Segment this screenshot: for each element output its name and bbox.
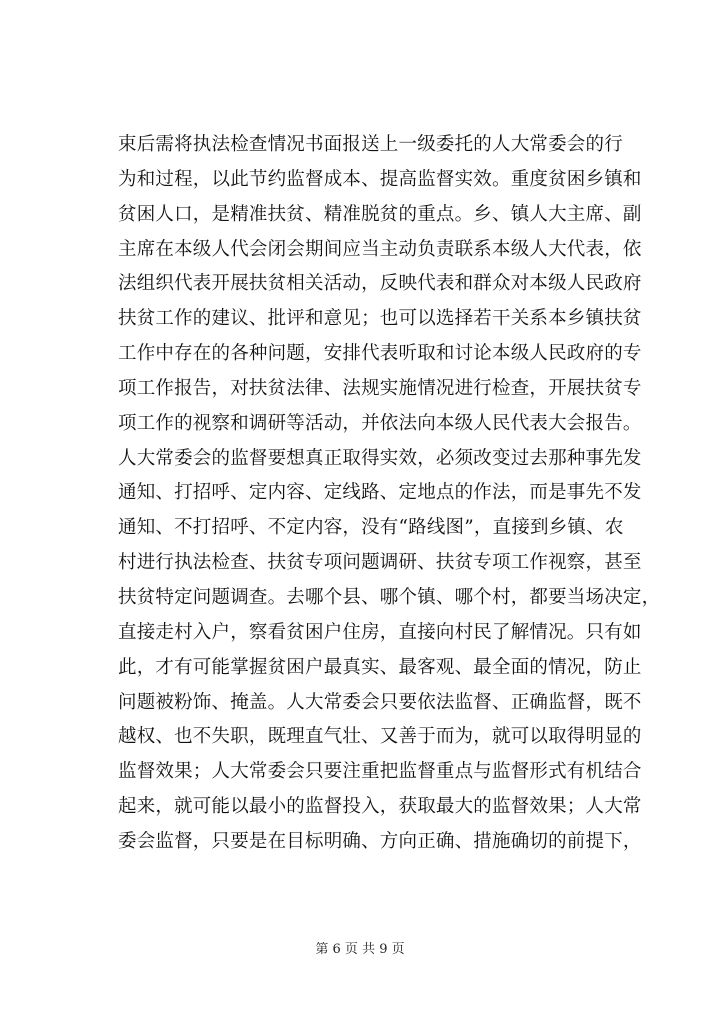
text-line: 通知、不打招呼、不定内容，没有“路线图”，直接到乡镇、农 [118,517,624,539]
text-line: 此，才有可能掌握贫困户最真实、最客观、最全面的情况，防止 [118,656,642,678]
text-line: 越权、也不失职，既理直气壮、又善于而为，就可以取得明显的 [118,726,642,748]
text-line: 起来，就可能以最小的监督投入，获取最大的监督效果；人大常 [118,796,642,818]
text-line: 为和过程，以此节约监督成本、提高监督实效。重度贫困乡镇和 [118,168,642,190]
text-line: 法组织代表开展扶贫相关活动，反映代表和群众对本级人民政府 [118,273,642,295]
text-line: 项工作报告，对扶贫法律、法规实施情况进行检查，开展扶贫专 [118,377,642,399]
page-footer [0,940,720,960]
text-line: 问题被粉饰、掩盖。人大常委会只要依法监督、正确监督，既不 [118,691,642,713]
text-line: 村进行执法检查、扶贫专项问题调研、扶贫专项工作视察，甚至 [118,552,642,574]
text-line: 扶贫特定问题调查。去哪个县、哪个镇、哪个村，都要当场决定， [118,586,661,608]
text-line: 委会监督，只要是在目标明确、方向正确、措施确切的前提下， [118,830,642,852]
text-line: 主席在本级人代会闭会期间应当主动负责联系本级人大代表，依 [118,238,642,260]
text-line: 工作中存在的各种问题，安排代表听取和讨论本级人民政府的专 [118,343,642,365]
text-line: 贫困人口，是精准扶贫、精准脱贫的重点。乡、镇人大主席、副 [118,203,642,225]
text-line: 通知、打招呼、定内容、定线路、定地点的作法，而是事先不发 [118,482,642,504]
text-line: 监督效果；人大常委会只要注重把监督重点与监督形式有机结合 [118,761,642,783]
page-number: 第 6 页 共 9 页 [315,942,405,957]
text-line: 项工作的视察和调研等活动，并依法向本级人民代表大会报告。 [118,412,642,434]
body-text [118,128,661,860]
text-line: 直接走村入户，察看贫困户住房，直接向村民了解情况。只有如 [118,621,642,643]
text-line: 扶贫工作的建议、批评和意见；也可以选择若干关系本乡镇扶贫 [118,308,642,330]
text-line: 人大常委会的监督要想真正取得实效，必须改变过去那种事先发 [118,447,642,469]
text-line: 束后需将执法检查情况书面报送上一级委托的人大常委会的行 [118,134,623,155]
